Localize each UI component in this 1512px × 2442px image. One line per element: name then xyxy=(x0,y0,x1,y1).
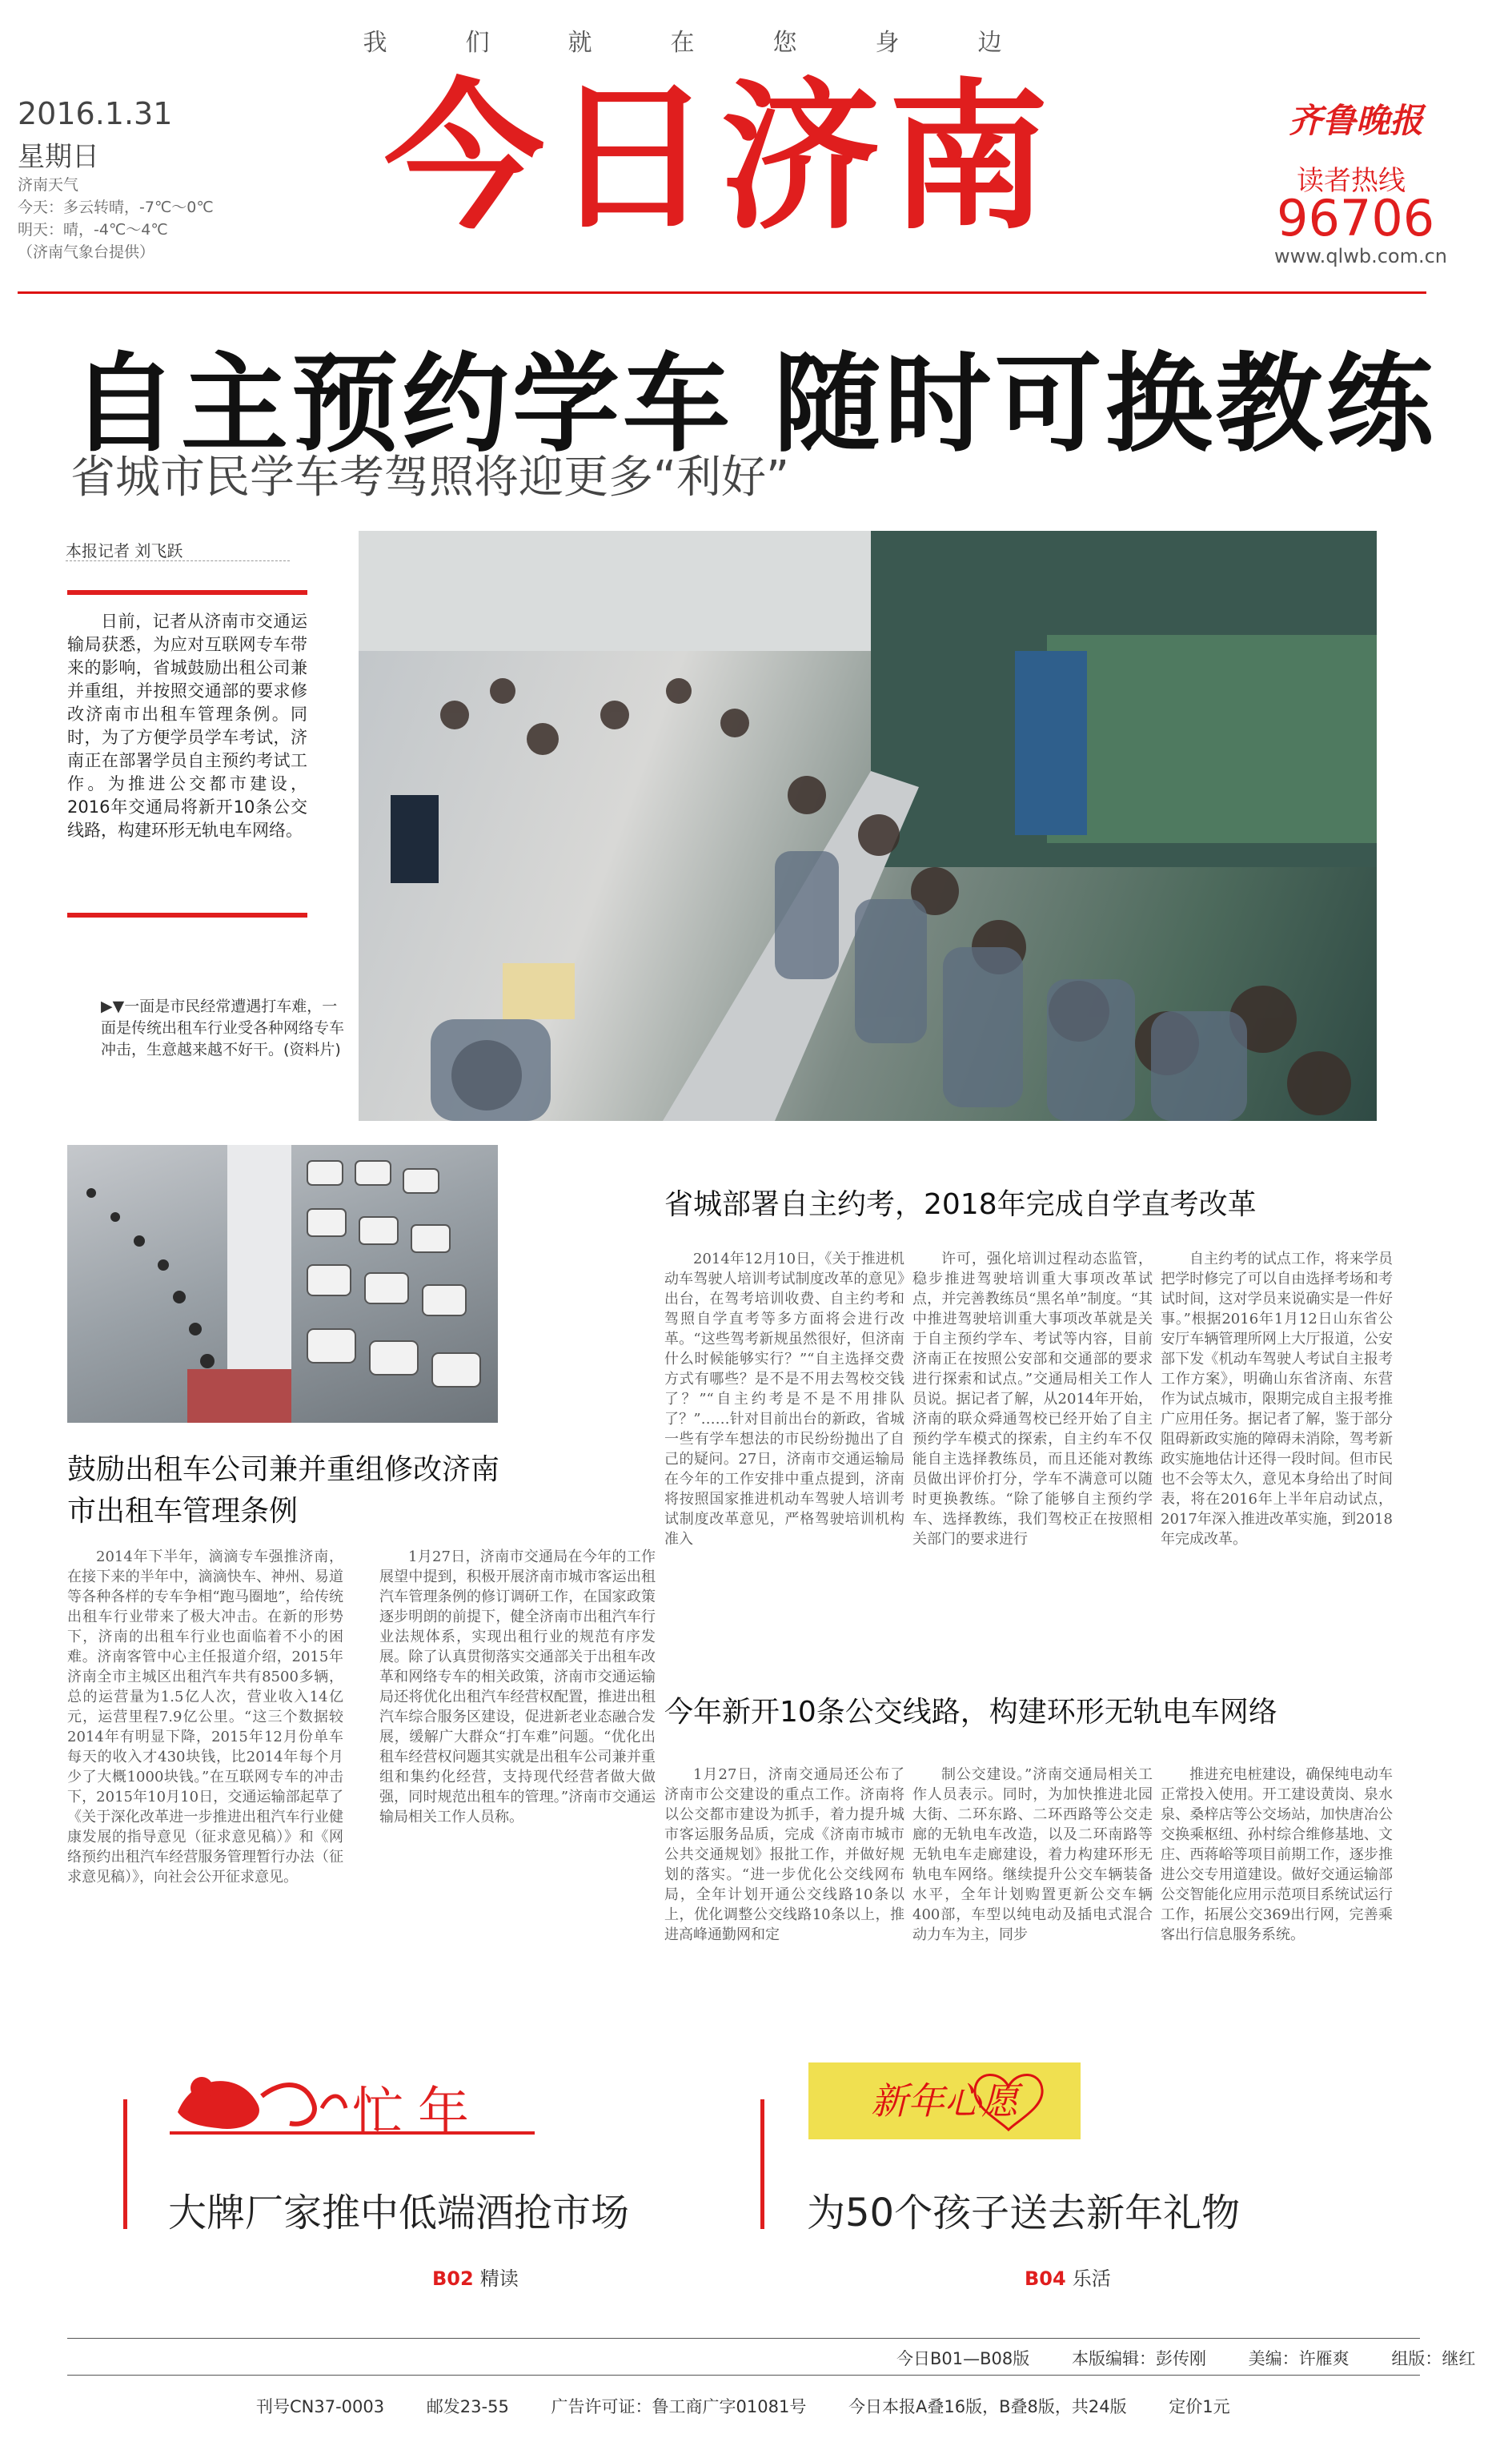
issue-weekday: 星期日 xyxy=(18,141,99,173)
footer-item: 邮发23-55 xyxy=(426,2397,509,2416)
footer-item: 组版：继红 xyxy=(1391,2349,1476,2368)
photo-caption: ▶▼一面是市民经常遭遇打车难，一面是传统出租车行业受各种网络专车冲击，生意越来越不好干。(资料片) xyxy=(101,998,345,1058)
weather-today: 今天：多云转晴，-7℃～0℃ xyxy=(18,199,214,216)
teaser-accent-bar xyxy=(123,2099,127,2229)
article-bus-col1 xyxy=(664,1765,904,1945)
article-taxi-col2 xyxy=(379,1547,656,1827)
paragraph: 1月27日，济南交通局还公布了济南市公交建设的重点工作。济南将以公交都市建设为抓手，着力提升城市客运服务品质，完成《济南市城市公共交通规划》报批工作，并做好规划的落实。“进一步优化公交线网布局，全年计划开通公交线路10条以上，优化调整公交线路10条以上，推进高峰通勤网和定 xyxy=(664,1766,904,1943)
photo-crowd-queue xyxy=(359,531,1377,1121)
article-exam-col2 xyxy=(912,1249,1153,1549)
footer-item: 广告许可证：鲁工商广字01081号 xyxy=(551,2397,807,2416)
paragraph: 2014年下半年，滴滴专车强推济南，在接下来的半年中，滴滴快车、神州、易道等各种各样的专车争相“跑马圈地”，给传统出租车行业带来了极大冲击。在新的形势下，济南的出租车行业也面临着不小的困难。济南客管中心主任报道介绍，2015年济南全市主城区出租汽车共有8500多辆，总的运营量为1.5亿人次，营业收入14亿元，运营里程7.9亿公里。“这三个数据较2014年有明显下降，2015年12月份单车每天的收入才430块钱，比2014年每个月少了大概1000块钱。”在互联网专车的冲击下，2015年10月10日，交通运输部起草了《关于深化改革进一步推进出租汽车行业健康发展的指导意见（征求意见稿）》和《网络预约出租汽车经营服务管理暂行办法（征求意见稿）》，向社会公开征求意见。 xyxy=(67,1548,343,1886)
article-title-taxi: 鼓励出租车公司兼并重组修改济南市出租车管理条例 xyxy=(67,1453,500,1528)
section-reference[interactable] xyxy=(432,2263,519,2291)
article-taxi-col1 xyxy=(67,1547,343,1887)
teaser-headline[interactable]: 大牌厂家推中低端酒抢市场 xyxy=(168,2191,630,2235)
paragraph: 2014年12月10日，《关于推进机动车驾驶人培训考试制度改革的意见》出台，在驾考培训收费、自主约考和驾照自学直考等多方面将会进行改革。“这些驾考新规虽然很好，但济南什么时候能够实行？”“自主选择交费方式有哪些？是不是不用去驾校交钱了？”“自主约考是不是不用排队了？”……针对目前出台的新政，省城一些有学车想法的市民纷纷抛出了自己的疑问。27日，济南市交通运输局在今年的工作安排中重点提到，济南将按照国家推进机动车驾驶人培训考试制度改革意见，严格驾驶培训机构准入 xyxy=(664,1251,904,1548)
paragraph: 许可，强化培训过程动态监管，稳步推进驾驶培训重大事项改革试点，并完善教练员“黑名单”制度。“其中推进驾驶培训重大事项改革就是关于自主预约学车、考试等内容，目前济南正在按照公安部和交通部的要求进行探索和试点。”交通局相关工作人员说。据记者了解，从2014年开始，济南的联众舜通驾校已经开始了自主预约学车模式的探索，自主约车不仅能自主选择教练员，而且还能对教练员做出评价打分，学车不满意可以随时更换教练。“除了能够自主预约学车、选择教练，我们驾校正在按照相关部门的要求进行 xyxy=(912,1251,1153,1548)
footer-publication-info xyxy=(256,2394,1267,2418)
hotline-number: 96706 xyxy=(1277,189,1435,247)
section-reference[interactable] xyxy=(1025,2263,1111,2291)
footer-divider xyxy=(67,2375,1420,2376)
article-exam-col3 xyxy=(1161,1249,1393,1549)
footer-item: 美编：许雁爽 xyxy=(1248,2349,1350,2368)
masthead-divider xyxy=(18,291,1426,294)
footer-item: 今日本报A叠16版，B叠8版，共24版 xyxy=(848,2397,1127,2416)
article-bus-col3 xyxy=(1161,1765,1393,1945)
teaser-art-title: 忙年 xyxy=(352,2083,483,2142)
byline: 本报记者 刘飞跃 xyxy=(66,541,183,560)
hotline-label: 读者热线 xyxy=(1297,165,1406,197)
newspaper-title: 今日济南 xyxy=(383,63,1057,251)
article-title-bus: 今年新开10条公交线路，构建环形无轨电车网络 xyxy=(664,1696,1277,1729)
footer-item: 本版编辑：彭传刚 xyxy=(1071,2349,1206,2368)
section-name: 乐活 xyxy=(1072,2267,1111,2290)
teaser-headline[interactable]: 为50个孩子送去新年礼物 xyxy=(807,2191,1241,2235)
website-link[interactable]: www.qlwb.com.cn xyxy=(1274,245,1447,267)
article-bus-col2 xyxy=(912,1765,1153,1945)
lead-rule-bottom xyxy=(67,913,307,918)
main-headline: 自主预约学车 随时可换教练 xyxy=(70,342,1437,467)
lead-paragraph: 日前，记者从济南市交通运输局获悉，为应对互联网专车带来的影响，省城鼓励出租公司兼并重组，并按照交通部的要求修改济南市出租车管理条例。同时，为了方便学员学车考试，济南正在部署学员自主预约考试工作。为推进公交都市建设，2016年交通局将新开10条公交线路，构建环形无轨电车网络。 xyxy=(67,612,307,840)
weather-source: （济南气象台提供） xyxy=(18,243,155,261)
lead-rule-top xyxy=(67,590,307,595)
photo-crowd-illustration xyxy=(359,531,1377,1121)
teaser-accent-bar xyxy=(760,2099,764,2229)
footer-credits xyxy=(896,2346,1512,2370)
byline-divider xyxy=(66,560,290,561)
article-title-exam: 省城部署自主约考，2018年完成自学直考改革 xyxy=(664,1188,1257,1221)
weather-title: 济南天气 xyxy=(18,176,79,194)
paragraph: 自主约考的试点工作，将来学员把学时修完了可以自由选择考场和考试时间，这对学员来说确实是一件好事。”根据2016年1月12日山东省公安厅车辆管理所网上大厅报道，公安部下发《机动车驾驶人考试自主报考工作方案》，明确山东省济南、东营作为试点城市，限期完成自主报考推广应用任务。据记者了解，鉴于部分阻碍新政实施的障碍未消除，驾考新政实施地估计还得一段时间。但市民也不会等太久，意见本身给出了时间表，将在2016年上半年启动试点，2017年深入推进改革实施，到2018年完成改革。 xyxy=(1161,1251,1393,1548)
sub-headline: 省城市民学车考驾照将迎更多“利好” xyxy=(70,452,790,504)
slogan: 我们就在您身边 xyxy=(363,29,1081,57)
section-code: B04 xyxy=(1025,2267,1066,2290)
footer-item: 今日B01—B08版 xyxy=(896,2349,1030,2368)
section-code: B02 xyxy=(432,2267,474,2290)
weather-tomorrow: 明天：晴，-4℃～4℃ xyxy=(18,221,168,239)
paragraph: 制公交建设。”济南交通局相关工作人员表示。同时，为加快推进北园大街、二环东路、二环西路等公交走廊的无轨电车改造，以及二环南路等无轨电车走廊建设，着力构建环形无轨电车网络。继续提升公交车辆装备水平，全年计划购置更新公交车辆400部，车型以纯电动及插电式混合动力车为主，同步 xyxy=(912,1766,1153,1943)
paragraph: 1月27日，济南市交通局在今年的工作展望中提到，积极开展济南市城市客运出租汽车管理条例的修订调研工作，在国家政策逐步明朗的前提下，健全济南市出租汽车行业法规体系，实现出租行业的规范有序发展。除了认真贯彻落实交通部关于出租车改革和网络专车的相关政策，济南市交通运输局还将优化出租汽车经营权配置，推进出租汽车综合服务区建设，促进新老业态融合发展，缓解广大群众“打车难”问题。“优化出租车经营权问题其实就是出租车公司兼并重组和集约化经营，支持现代经营者做大做强，同时规范出租车的管理。”济南市交通运输局相关工作人员称。 xyxy=(379,1548,656,1825)
photo-taxi-illustration xyxy=(67,1145,498,1423)
footer-item: 刊号CN37-0003 xyxy=(256,2397,385,2416)
issue-date: 2016.1.31 xyxy=(18,96,173,131)
photo-taxi-lineup xyxy=(67,1145,498,1423)
teaser-art-title: 新年心愿 xyxy=(871,2079,1018,2123)
footer-divider xyxy=(67,2338,1420,2339)
footer-item: 定价1元 xyxy=(1169,2397,1230,2416)
brand-logo: 齐鲁晚报 xyxy=(1289,101,1424,140)
section-name: 精读 xyxy=(479,2267,519,2290)
article-exam-col1 xyxy=(664,1249,904,1549)
paragraph: 推进充电桩建设，确保纯电动车正常投入使用。开工建设黄岗、泉水泉、桑梓店等公交场站，加快唐冶公交换乘枢纽、孙村综合维修基地、文庄、西蒋峪等项目前期工作，逐步推进公交专用道建设。做好交通运输部公交智能化应用示范项目系统试运行工作，拓展公交369出行网，完善乘客出行信息服务系统。 xyxy=(1161,1766,1393,1943)
